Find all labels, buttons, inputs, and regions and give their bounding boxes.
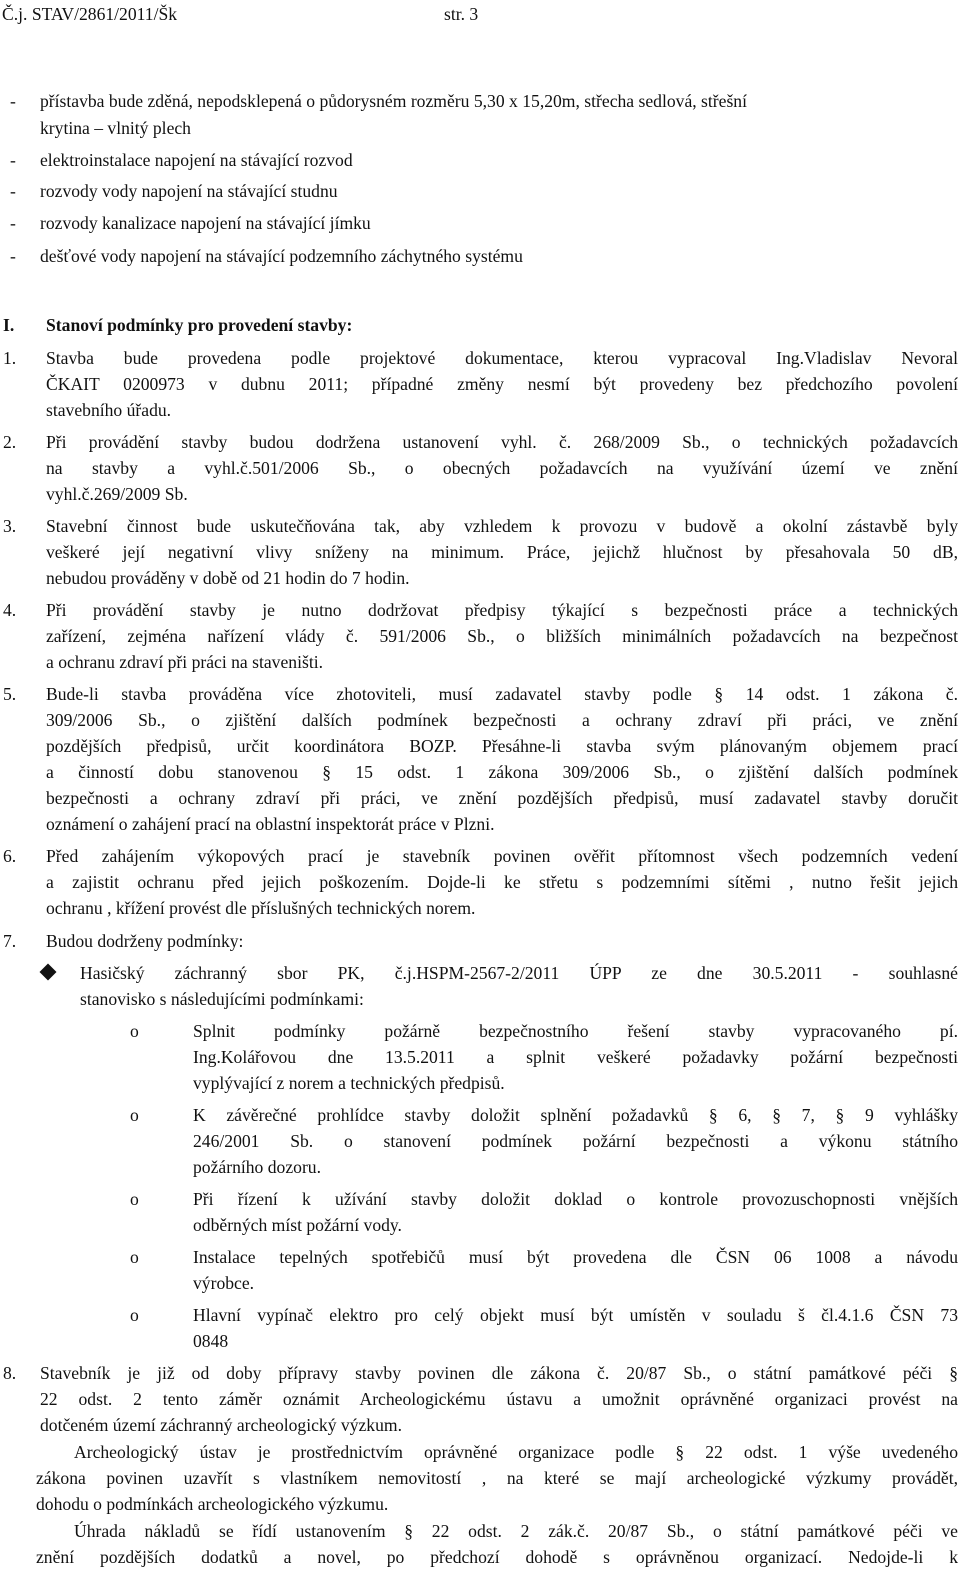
- condition-number: 4.: [3, 600, 17, 620]
- condition-5-line-4: a činností dobu stanovenou § 15 odst. 1 zákona 309/2006 Sb., o zjištění dalších podmínek: [46, 762, 958, 782]
- condition-2-line-3: vyhl.č.269/2009 Sb.: [46, 484, 188, 504]
- condition-5-line-1: Bude-li stavba prováděna více zhotoviteli, musí zadavatel stavby podle § 14 odst. 1 zákona č.: [46, 684, 958, 704]
- sub-item-4-line-2: výrobce.: [193, 1273, 255, 1293]
- sub-item-2-line-1: K závěrečné prohlídce stavby doložit splnění požadavků § 6, § 7, § 9 vyhlášky: [193, 1105, 958, 1125]
- condition-2-line-1: Při provádění stavby budou dodržena ustanovení vyhl. č. 268/2009 Sb., o technických požadavcích: [46, 432, 958, 452]
- uhrada-line-1: Úhrada nákladů se řídí ustanovením § 22 odst. 2 zák.č. 20/87 Sb., o státní památkové péči ve: [74, 1521, 958, 1541]
- archeo-line-3: dohodu o podmínkách archeologického výzkumu.: [36, 1494, 389, 1514]
- condition-6-line-2: a zajistit ochranu před jejich poškozením. Dojde-li ke střetu s podzemními sítěmi , nutno řešit jejich: [46, 872, 958, 892]
- archeo-line-1: Archeologický ústav je prostřednictvím oprávněné organizace podle § 22 odst. 1 výše uvedeného: [74, 1442, 958, 1462]
- sub-item-4-line-1: Instalace tepelných spotřebičů musí být provedena dle ČSN 06 1008 a návodu: [193, 1247, 958, 1267]
- condition-number: 6.: [3, 846, 17, 866]
- dash-item-4: rozvody kanalizace napojení na stávající jímku: [40, 213, 371, 233]
- sub-item-5-line-2: 0848: [193, 1331, 229, 1351]
- condition-number: 2.: [3, 432, 17, 452]
- dash-marker: -: [10, 246, 16, 266]
- sub-item-3-line-1: Při řízení k užívání stavby doložit doklad o kontrole provozuschopnosti vnějších: [193, 1189, 958, 1209]
- condition-5-line-5: bezpečnosti a ochrany zdraví při práci, ve znění pozdějších předpisů, musí zadavatel stavby doručit: [46, 788, 958, 808]
- dash-item-5: dešťové vody napojení na stávající podzemního záchytného systému: [40, 246, 523, 266]
- section-title: Stanoví podmínky pro provedení stavby:: [46, 315, 353, 335]
- condition-2-line-2: na stavby a vyhl.č.501/2006 Sb., o obecných požadavcích na využívání území ve znění: [46, 458, 958, 478]
- condition-8-line-1: Stavebník je již od doby přípravy stavby povinen dle zákona č. 20/87 Sb., o státní památkové péči §: [40, 1363, 958, 1383]
- sub-item-1-line-2: Ing.Kolářovou dne 13.5.2011 a splnit veškeré požadavky požární bezpečnosti: [193, 1047, 958, 1067]
- hzs-line-1: Hasičský záchranný sbor PK, č.j.HSPM-2567-2/2011 ÚPP ze dne 30.5.2011 - souhlasné: [80, 963, 958, 983]
- condition-number: 5.: [3, 684, 17, 704]
- condition-3-line-2: veškeré její negativní vlivy sníženy na minimum. Práce, jejichž hlučnost by přesahovala 50 dB,: [46, 542, 958, 562]
- condition-3-line-3: nebudou prováděny v době od 21 hodin do 7 hodin.: [46, 568, 410, 588]
- sub-bullet-marker: o: [130, 1305, 139, 1325]
- uhrada-line-2: znění pozdějších dodatků a novel, po předchozí dohodě s oprávněnou organizací. Nedojde-li k: [36, 1547, 958, 1567]
- condition-1-line-2: ČKAIT 0200973 v dubnu 2011; případné změny nesmí být provedeny bez předchozího povolení: [46, 374, 958, 394]
- condition-7-line-1: Budou dodrženy podmínky:: [46, 931, 244, 951]
- condition-5-line-3: pozdějších předpisů, určit koordinátora BOZP. Přesáhne-li stavba svým plánovaným objemem prací: [46, 736, 958, 756]
- section-numeral: I.: [3, 315, 15, 335]
- sub-bullet-marker: o: [130, 1021, 139, 1041]
- page-number: str. 3: [444, 4, 479, 24]
- condition-1-line-1: Stavba bude provedena podle projektové dokumentace, kterou vypracoval Ing.Vladislav Nevoral: [46, 348, 958, 368]
- condition-number: 3.: [3, 516, 17, 536]
- sub-item-2-line-2: 246/2001 Sb. o stanovení podmínek požární bezpečnosti a výkonu státního: [193, 1131, 958, 1151]
- condition-number: 7.: [3, 931, 17, 951]
- archeo-line-2: zákona povinen uzavřít s vlastníkem nemovitostí , na které se mají archeologické výzkumy provádět,: [36, 1468, 958, 1488]
- condition-6-line-3: ochranu , křížení provést dle příslušných technických norem.: [46, 898, 476, 918]
- condition-number: 1.: [3, 348, 17, 368]
- diamond-bullet-icon: [40, 964, 57, 981]
- condition-3-line-1: Stavební činnost bude uskutečňována tak, aby vzhledem k provozu v budově a okolní zástavbě byly: [46, 516, 958, 536]
- dash-marker: -: [10, 91, 16, 111]
- sub-bullet-marker: o: [130, 1105, 139, 1125]
- condition-8-line-3: dotčeném území záchranný archeologický výzkum.: [40, 1415, 402, 1435]
- condition-4-line-1: Při provádění stavby je nutno dodržovat předpisy týkající s bezpečnosti práce a technických: [46, 600, 958, 620]
- sub-item-3-line-2: odběrných míst požární vody.: [193, 1215, 402, 1235]
- dash-item-1: přístavba bude zděná, nepodsklepená o půdorysném rozměru 5,30 x 15,20m, střecha sedlová, střešní: [40, 91, 747, 111]
- dash-marker: -: [10, 213, 16, 233]
- dash-item-1-cont: krytina – vlnitý plech: [40, 118, 191, 138]
- condition-5-line-6: oznámení o zahájení prací na oblastní inspektorát práce v Plzni.: [46, 814, 495, 834]
- condition-1-line-3: stavebního úřadu.: [46, 400, 172, 420]
- dash-item-3: rozvody vody napojení na stávající studnu: [40, 181, 338, 201]
- sub-item-1-line-1: Splnit podmínky požárně bezpečnostního řešení stavby vypracovaného pí.: [193, 1021, 958, 1041]
- dash-marker: -: [10, 150, 16, 170]
- condition-6-line-1: Před zahájením výkopových prací je stavebník povinen ověřit přítomnost všech podzemních vedení: [46, 846, 958, 866]
- sub-item-2-line-3: požárního dozoru.: [193, 1157, 322, 1177]
- condition-5-line-2: 309/2006 Sb., o zjištění dalších podmínek bezpečnosti a ochrany zdraví při práci, ve znění: [46, 710, 958, 730]
- condition-8-line-2: 22 odst. 2 tento záměr oznámit Archeologickému ústavu a umožnit oprávněné organizaci provést na: [40, 1389, 958, 1409]
- dash-item-2: elektroinstalace napojení na stávající rozvod: [40, 150, 353, 170]
- dash-marker: -: [10, 181, 16, 201]
- sub-bullet-marker: o: [130, 1247, 139, 1267]
- sub-item-1-line-3: vyplývající z norem a technických předpisů.: [193, 1073, 505, 1093]
- condition-number: 8.: [3, 1363, 17, 1383]
- sub-item-5-line-1: Hlavní vypínač elektro pro celý objekt musí být umístěn v souladu š čl.4.1.6 ČSN 73: [193, 1305, 958, 1325]
- condition-4-line-3: a ochranu zdraví při práci na staveništi.: [46, 652, 323, 672]
- reference-number: Č.j. STAV/2861/2011/Šk: [2, 4, 178, 24]
- hzs-line-2: stanovisko s následujícími podmínkami:: [80, 989, 364, 1009]
- sub-bullet-marker: o: [130, 1189, 139, 1209]
- condition-4-line-2: zařízení, zejména nařízení vlády č. 591/2006 Sb., o bližších minimálních požadavcích na bezpečnost: [46, 626, 958, 646]
